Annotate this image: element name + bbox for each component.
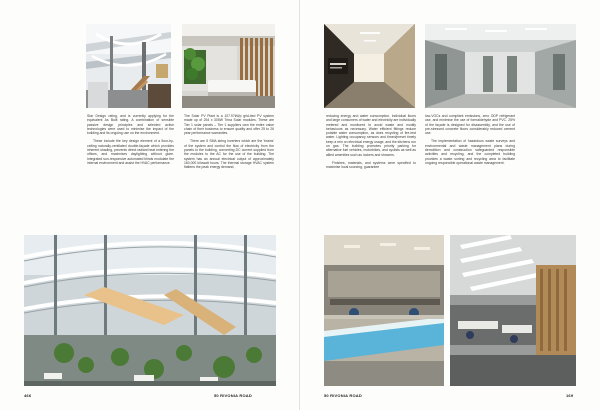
page-number: 169 bbox=[566, 393, 574, 398]
open-office-photo bbox=[450, 235, 576, 386]
paragraph: low-VOCs and compliant emissions, zero ODP refrigerant use, and minimise the use of formaldehyde and PVC. 25% of the façade is designed for disassembly, and the use of pre-stressed concrete floors considerably reduced cement use. bbox=[425, 114, 515, 136]
paragraph: There are 5 SMA string inverters which are the 'brains' of the system and control the flow of electricity from the panels to the building, converting DC current supplied from the modules to the AC for the use of the building. The system has an annual electrical output of approximately 160,000 kilowatt hours. The thermal storage HVAC system flattens the peak energy demand, bbox=[184, 139, 274, 170]
atrium-stair-photo bbox=[86, 24, 171, 108]
paragraph: The implementation of hazardous waste surveys and environmental and waste management plans during demolition and construction safeguarded responsible activities and recycling, and the completed building provides a waste sorting and recycling area to facilitate ongoing responsible operational waste management. bbox=[425, 139, 515, 165]
reception-photo bbox=[182, 24, 275, 108]
right-page-column-1 bbox=[326, 114, 416, 174]
corridor-photo bbox=[324, 24, 415, 108]
right-page-column-2 bbox=[425, 114, 515, 169]
right-page bbox=[300, 0, 600, 410]
lift-lobby-photo bbox=[425, 24, 576, 108]
running-title: 50 RIVONIA ROAD bbox=[214, 393, 252, 398]
paragraph: reducing energy and water consumption. Individual floors and large consumers of water and electricity are individually metered and monitored to avoid waste and modify behaviours as necessary. Water efficient fittings reduce potable water consumption, as does recycling of fire-test water. Lighting occupancy sensors and timed/preset timely keep a rein on electrical energy usage, and the kitchens run on gas. The building promotes priority parking for alternative fuel vehicles, motorbikes, and cyclists as well as allied amenities such as lockers and showers. bbox=[326, 114, 416, 157]
left-page-column-1 bbox=[87, 114, 174, 169]
paragraph: Star Design rating, and is currently applying for the equivalent As Built rating. A combination of sensible passive design principles and selected active technologies were used to minimise the impact of the building and its ongoing use on the environment. bbox=[87, 114, 174, 136]
paragraph: The Solar PV Plant is a 107.97kWp grid-tied PV system made up of 254 x 305W Trina Solar modules. These are Tier 1 solar panels – Tier 1 suppliers own the entire value chain of their business to ensure quality and offer 25 to 26 year performance warranties. bbox=[184, 114, 274, 136]
paragraph: Finishes, materials, and systems were specified to maximise local sourcing, guarantee bbox=[326, 160, 416, 170]
running-title: 50 RIVONIA ROAD bbox=[324, 393, 362, 398]
canteen-kitchen-photo bbox=[324, 235, 444, 386]
left-page-column-2 bbox=[184, 114, 274, 174]
paragraph: These include the key design element of a floor-by-ceiling naturally-ventilated double-façade which provides inherent shading, prevents direct radiant heat entering the offices, and maximises daylighting without glare. Integrated sun-responsive automated blinds modulate the internal environment and assist the HVAC performance. bbox=[87, 139, 174, 165]
page-number: 466 bbox=[24, 393, 32, 398]
atrium-aerial-photo bbox=[24, 235, 276, 386]
